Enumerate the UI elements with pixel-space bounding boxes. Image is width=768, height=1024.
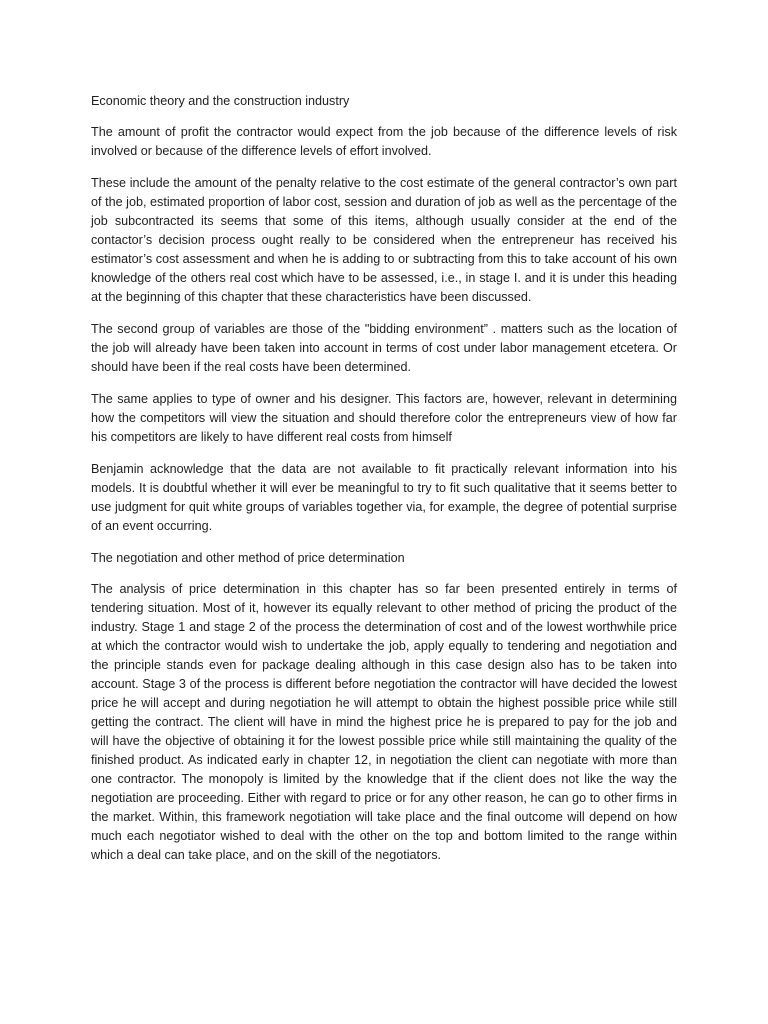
document-title: Economic theory and the construction industry xyxy=(91,94,350,108)
paragraph-penalty: These include the amount of the penalty relative to the cost estimate of the general contractor’s own part of the job, estimated proportion of labor cost, session and duration of job as well as the percentage of the job subcontracted its seems that some of this items, although usually consider at the end of the contactor’s decision process ought really to be considered when the entrepreneur has received his estimator’s cost assessment and when he is adding to or subtracting from this to take account of his own knowledge of the others real cost which have to be assessed, i.e., in stage I. and it is under this heading at the beginning of this chapter that these characteristics have been discussed. xyxy=(91,176,677,304)
paragraph-owner-designer: The same applies to type of owner and his designer. This factors are, however, relevant in determining how the competitors will view the situation and should therefore color the entrepreneurs view of how far his competitors are likely to have different real costs from himself xyxy=(91,392,677,444)
paragraph-benjamin: Benjamin acknowledge that the data are not available to fit practically relevant information into his models. It is doubtful whether it will ever be meaningful to try to fit such qualitative that it seems better to use judgment for quit white groups of variables together via, for example, the degree of potential surprise of an event occurring. xyxy=(91,462,677,533)
paragraph-profit: The amount of profit the contractor would expect from the job because of the difference levels of risk involved or because of the difference levels of effort involved. xyxy=(91,125,677,158)
paragraph-bidding-environment: The second group of variables are those of the "bidding environment” . matters such as the location of the job will already have been taken into account in terms of cost under labor management etcetera. Or should have been if the real costs have been determined. xyxy=(91,322,677,374)
document-page xyxy=(91,92,677,878)
section-subheading: The negotiation and other method of price determination xyxy=(91,551,405,565)
paragraph-price-determination: The analysis of price determination in this chapter has so far been presented entirely in terms of tendering situation. Most of it, however its equally relevant to other method of pricing the product of the industry. Stage 1 and stage 2 of the process the determination of cost and of the lowest worthwhile price at which the contractor would wish to undertake the job, apply equally to tendering and negotiation and the principle stands even for package dealing although in this case design also has to be taken into account. Stage 3 of the process is different before negotiation the contractor will have decided the lowest price he will accept and during negotiation he will attempt to obtain the highest possible price while still getting the contract. The client will have in mind the highest price he is prepared to pay for the job and will have the objective of obtaining it for the lowest possible price while still maintaining the quality of the finished product. As indicated early in chapter 12, in negotiation the client can negotiate with more than one contractor. The monopoly is limited by the knowledge that if the client does not like the way the negotiation are proceeding. Either with regard to price or for any other reason, he can go to other firms in the market. Within, this framework negotiation will take place and the final outcome will depend on how much each negotiator wished to deal with the other on the top and bottom limited to the range within which a deal can take place, and on the skill of the negotiators. xyxy=(91,582,677,862)
